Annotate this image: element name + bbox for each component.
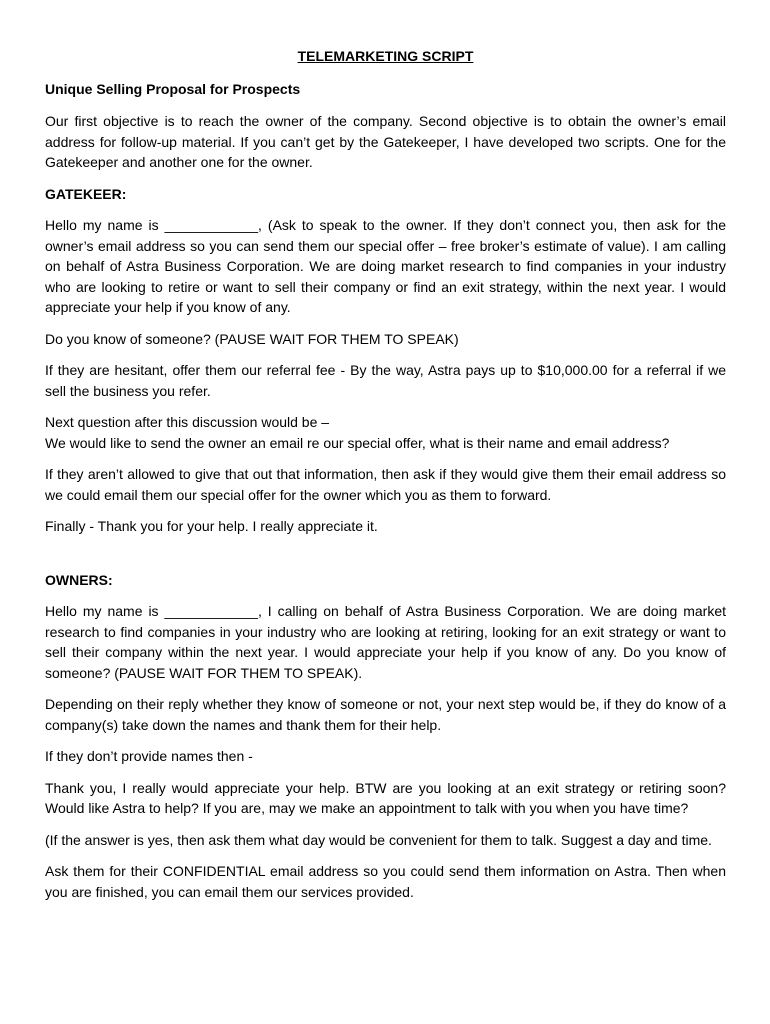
gatekeeper-paragraph-4-line-2: We would like to send the owner an email re our special offer, what is their name and email address?	[45, 434, 670, 451]
gatekeeper-heading: GATEKEER:	[45, 185, 127, 202]
owners-paragraph-1: Hello my name is ____________, I calling on behalf of Astra Business Corporation. We are doing market research to find companies in your industry who are looking at retiring, looking for an exit strategy or want to sell their company within the next year. I would appreciate your help if you know of any. Do you know of someone? (PAUSE WAIT FOR THEM TO SPEAK).	[45, 603, 726, 681]
gatekeeper-paragraph-3: If they are hesitant, offer them our referral fee - By the way, Astra pays up to $10,000.00 for a referral if we sell the business you refer.	[45, 362, 726, 399]
document-title: TELEMARKETING SCRIPT	[297, 48, 474, 64]
gatekeeper-paragraph-5: If they aren’t allowed to give that out that information, then ask if they would give them their email address so we could email them our special offer for the owner which you as them to forward.	[45, 466, 726, 503]
owners-paragraph-5: (If the answer is yes, then ask them what day would be convenient for them to talk. Suggest a day and time.	[45, 831, 712, 848]
gatekeeper-paragraph-4-line-1: Next question after this discussion would be –	[45, 414, 330, 430]
document-page	[45, 46, 726, 902]
gatekeeper-paragraph-4	[45, 412, 726, 453]
gatekeeper-paragraph-1: Hello my name is ____________, (Ask to speak to the owner. If they don’t connect you, then ask for the owner’s email address so you can send them our special offer – free broker’s estimate of value). I am calling on behalf of Astra Business Corporation. We are doing market research to find companies in your industry who are looking to retire or want to sell their company or find an exit strategy, within the next year. I would appreciate your help if you know of any.	[45, 217, 726, 315]
owners-heading: OWNERS:	[45, 571, 113, 588]
owners-paragraph-3: If they don’t provide names then -	[45, 748, 253, 764]
owners-paragraph-4: Thank you, I really would appreciate your help. BTW are you looking at an exit strategy or retiring soon? Would like Astra to help? If you are, may we make an appointment to talk with you when you have time?	[45, 779, 726, 816]
gatekeeper-paragraph-2: Do you know of someone? (PAUSE WAIT FOR THEM TO SPEAK)	[45, 330, 459, 347]
owners-paragraph-2: Depending on their reply whether they know of someone or not, your next step would be, if they do know of a company(s) take down the names and thank them for their help.	[45, 696, 726, 733]
gatekeeper-paragraph-6: Finally - Thank you for your help. I really appreciate it.	[45, 518, 378, 534]
document-subtitle: Unique Selling Proposal for Prospects	[45, 80, 301, 97]
owners-paragraph-6: Ask them for their CONFIDENTIAL email address so you could send them information on Astra. Then when you are finished, you can email them our services provided.	[45, 863, 726, 900]
intro-paragraph: Our first objective is to reach the owner of the company. Second objective is to obtain the owner’s email address for follow-up material. If you can’t get by the Gatekeeper, I have developed two scripts. One for the Gatekeeper and another one for the owner.	[45, 113, 726, 170]
section-spacer	[45, 548, 726, 570]
